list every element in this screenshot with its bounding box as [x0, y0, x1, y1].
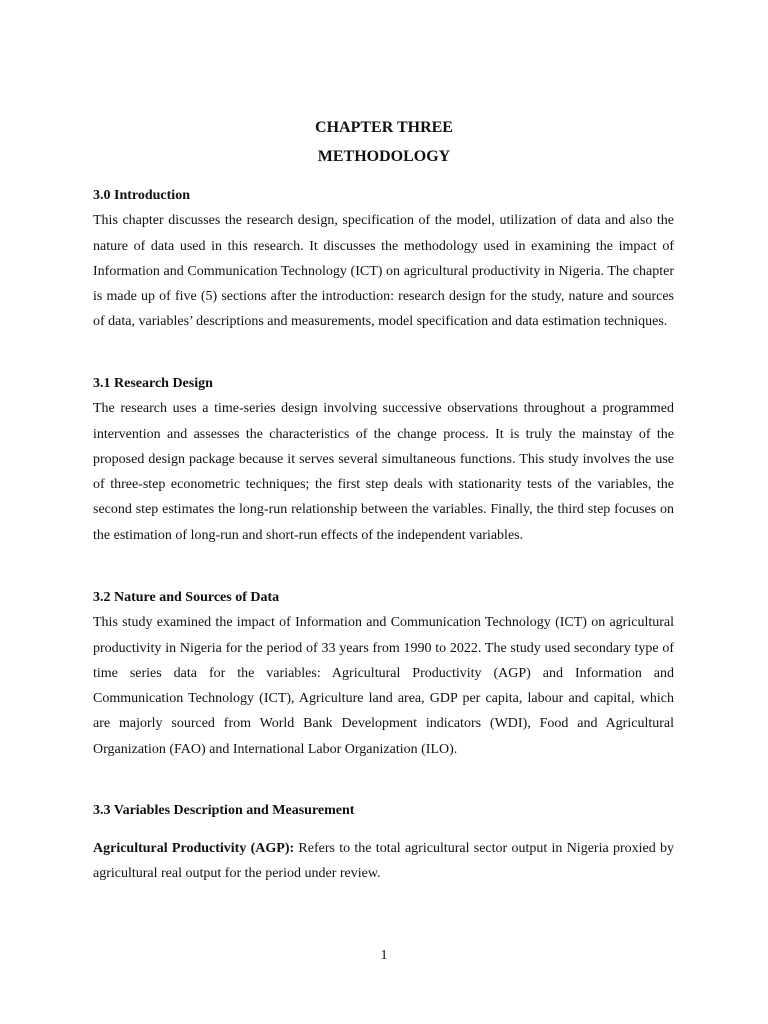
section-introduction — [93, 183, 674, 335]
chapter-number: CHAPTER THREE — [315, 119, 453, 136]
section-paragraph: This study examined the impact of Information and Communication Technology (ICT) on agricultural productivity in Nigeria for the period of 33 years from 1990 to 2022. The study used secondary type of time series data for the variables: Agricultural Productivity (AGP) and Information and Communication Technology (ICT), Agriculture land area, GDP per capita, labour and capital, which are majorly sourced from World Bank Development indicators (WDI), Food and Agricultural Organization (FAO) and International Labor Organization (ILO). — [93, 615, 674, 757]
section-heading: 3.3 Variables Description and Measurement — [93, 803, 355, 818]
variable-definition-paragraph — [93, 836, 674, 887]
section-heading: 3.0 Introduction — [93, 188, 190, 203]
variable-definition-agp — [93, 836, 674, 887]
section-research-design — [93, 371, 674, 548]
section-variables-description — [93, 798, 674, 823]
variable-description: Refers to the total agricultural sector output in Nigeria proxied by agricultural real output for the period under review. — [93, 841, 674, 882]
section-paragraph: The research uses a time-series design involving successive observations throughout a programmed intervention and assesses the characteristics of the change process. It is truly the mainstay of the proposed design package because it serves several simultaneous functions. This study involves the use of three-step econometric techniques; the first step deals with stationarity tests of the variables, the second step estimates the long-run relationship between the variables. Finally, the third step focuses on the estimation of long-run and short-run effects of the independent variables. — [93, 401, 674, 543]
page-number: 1 — [380, 948, 388, 963]
section-nature-sources-data — [93, 585, 674, 762]
variable-term: Agricultural Productivity (AGP): — [93, 841, 295, 856]
chapter-title: METHODOLOGY — [317, 148, 451, 165]
section-heading: 3.2 Nature and Sources of Data — [93, 590, 280, 605]
section-heading: 3.1 Research Design — [93, 376, 213, 391]
section-paragraph: This chapter discusses the research design, specification of the model, utilization of data and also the nature of data used in this research. It discusses the methodology used in examining the impact of Information and Communication Technology (ICT) on agricultural productivity in Nigeria. The chapter is made up of five (5) sections after the introduction: research design for the study, nature and sources of data, variables’ descriptions and measurements, model specification and data estimation techniques. — [93, 213, 674, 330]
